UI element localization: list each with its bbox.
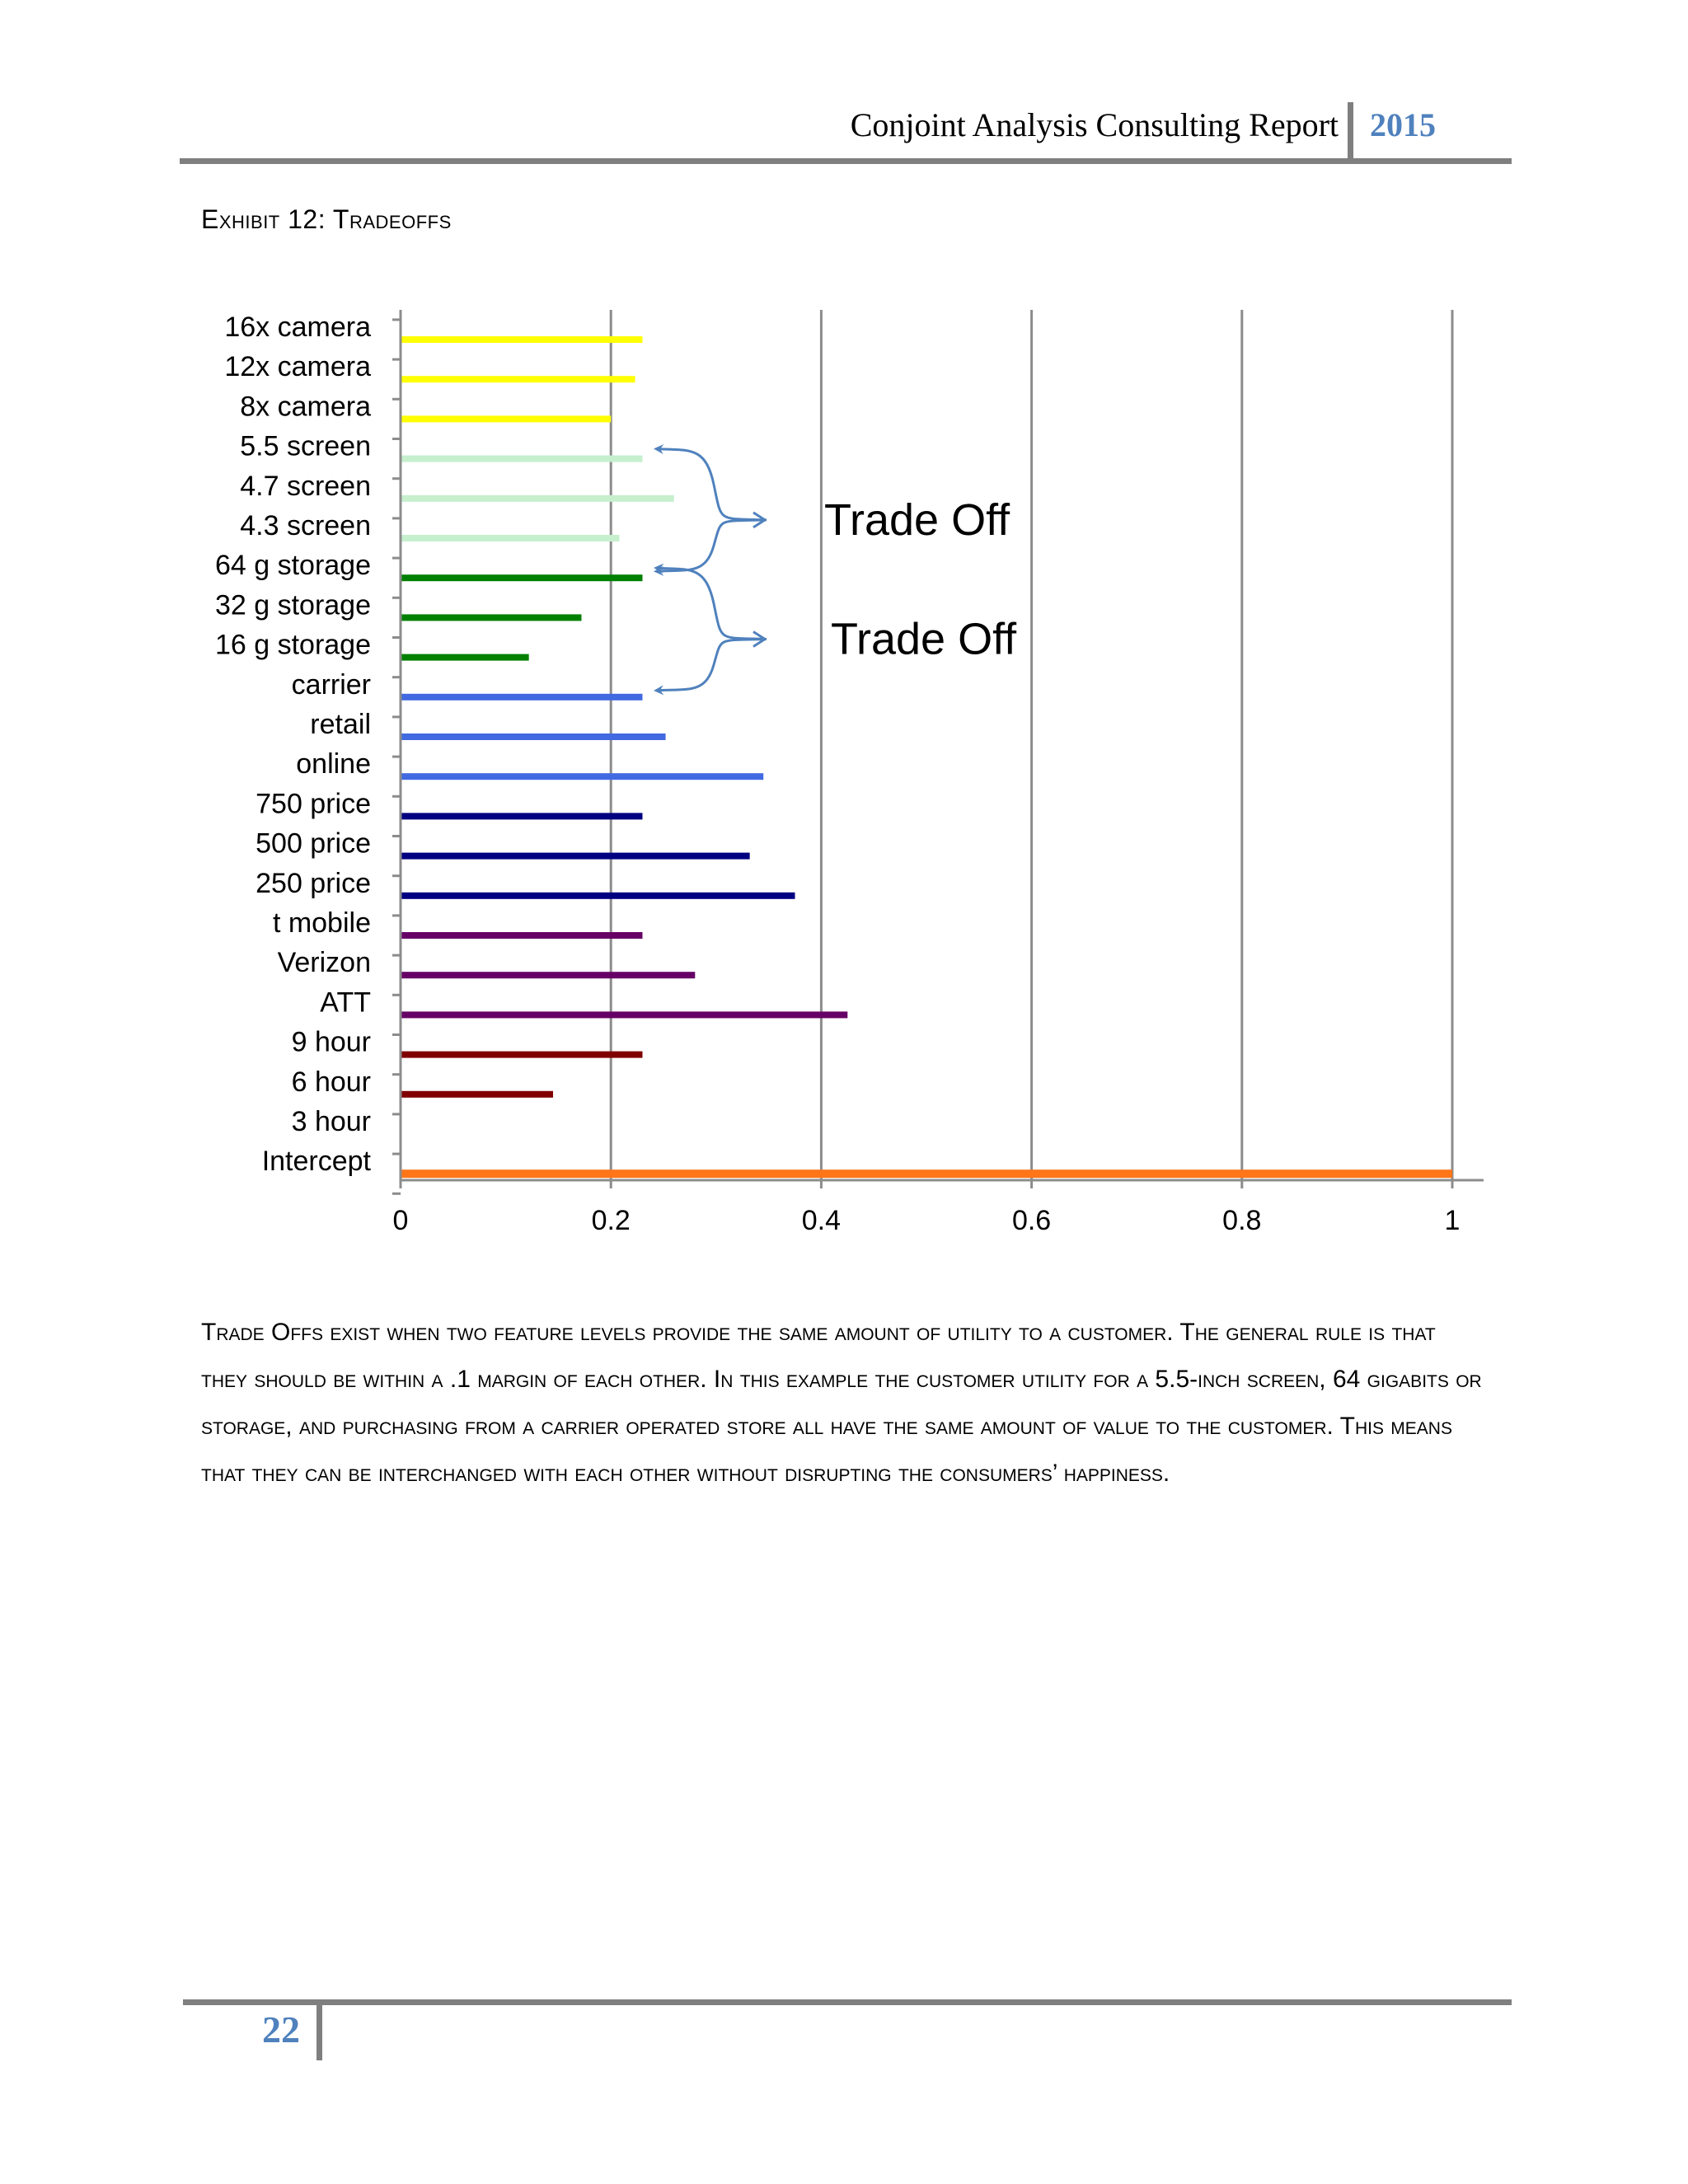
bar bbox=[401, 733, 666, 740]
bar bbox=[401, 535, 619, 541]
explanation-paragraph: Trade Offs exist when two feature levels provide the same amount of utility to a customer. The general rule is that they should be within a .1 margin of each other. In this example the customer utility for a 5.5-inch screen, 64 gigabits or storage, and purchasing from a carrier operated store all have the same amount of value to the customer. This means that they can be interchanged with each other without disrupting the consumers’ happiness. bbox=[201, 1319, 1482, 1487]
report-year: 2015 bbox=[1370, 106, 1436, 143]
category-label: 500 price bbox=[256, 827, 371, 860]
category-label: 8x camera bbox=[240, 391, 371, 423]
x-tick-label: 0.2 bbox=[591, 1205, 631, 1236]
bar bbox=[401, 773, 763, 780]
footer-rule bbox=[183, 1999, 1512, 2005]
bar bbox=[401, 376, 635, 382]
bar bbox=[401, 694, 642, 701]
tradeoffs-explanation bbox=[201, 1309, 1487, 1497]
x-tick-label: 0.6 bbox=[1011, 1205, 1052, 1236]
category-label: Intercept bbox=[261, 1146, 371, 1178]
bar bbox=[401, 574, 642, 581]
category-label: 5.5 screen bbox=[240, 430, 371, 462]
tradeoff-arrow bbox=[656, 568, 767, 639]
category-label: ATT bbox=[320, 987, 371, 1019]
report-title: Conjoint Analysis Consulting Report bbox=[850, 106, 1339, 143]
bar bbox=[401, 654, 529, 661]
tradeoff-label: Trade Off bbox=[824, 494, 1010, 545]
category-label: retail bbox=[310, 709, 371, 740]
bar bbox=[401, 614, 581, 621]
category-label: t mobile bbox=[272, 907, 371, 939]
footer-divider bbox=[316, 2003, 322, 2060]
bar bbox=[401, 415, 611, 422]
x-tick-label: 0.4 bbox=[801, 1205, 842, 1236]
tradeoff-arrow bbox=[656, 520, 767, 571]
category-label: 64 g storage bbox=[214, 550, 371, 582]
bar bbox=[401, 853, 750, 860]
bar bbox=[401, 972, 695, 978]
category-label: 250 price bbox=[256, 867, 371, 899]
tradeoff-arrow bbox=[656, 640, 767, 691]
category-label: 750 price bbox=[256, 788, 371, 820]
page-number: 22 bbox=[262, 2008, 300, 2050]
bar bbox=[401, 336, 642, 343]
category-label: 16 g storage bbox=[214, 629, 371, 661]
bar bbox=[401, 1052, 642, 1058]
category-label: online bbox=[296, 748, 371, 780]
bar bbox=[401, 813, 642, 819]
bar bbox=[401, 1091, 553, 1098]
category-label: 16x camera bbox=[224, 312, 371, 343]
x-tick-label: 1 bbox=[1444, 1205, 1461, 1236]
category-label: 3 hour bbox=[291, 1106, 371, 1137]
x-tick-label: 0.8 bbox=[1222, 1205, 1262, 1236]
exhibit-title: Exhibit 12: Tradeoffs bbox=[201, 204, 452, 234]
category-label: 12x camera bbox=[224, 351, 371, 383]
category-label: 4.3 screen bbox=[240, 510, 371, 541]
category-label: Verizon bbox=[277, 947, 371, 979]
bar bbox=[401, 495, 674, 502]
tradeoff-label: Trade Off bbox=[831, 614, 1017, 664]
bar bbox=[401, 893, 795, 899]
bar bbox=[401, 1011, 847, 1018]
category-label: carrier bbox=[291, 668, 371, 701]
category-label: 32 g storage bbox=[214, 589, 371, 621]
category-label: 4.7 screen bbox=[240, 470, 371, 502]
bar bbox=[401, 932, 642, 939]
tradeoff-arrow bbox=[656, 449, 767, 520]
bar bbox=[401, 1169, 1452, 1178]
category-label: 9 hour bbox=[291, 1026, 371, 1058]
category-label: 6 hour bbox=[291, 1066, 371, 1098]
bar bbox=[401, 456, 642, 462]
x-tick-label: 0 bbox=[392, 1205, 409, 1236]
